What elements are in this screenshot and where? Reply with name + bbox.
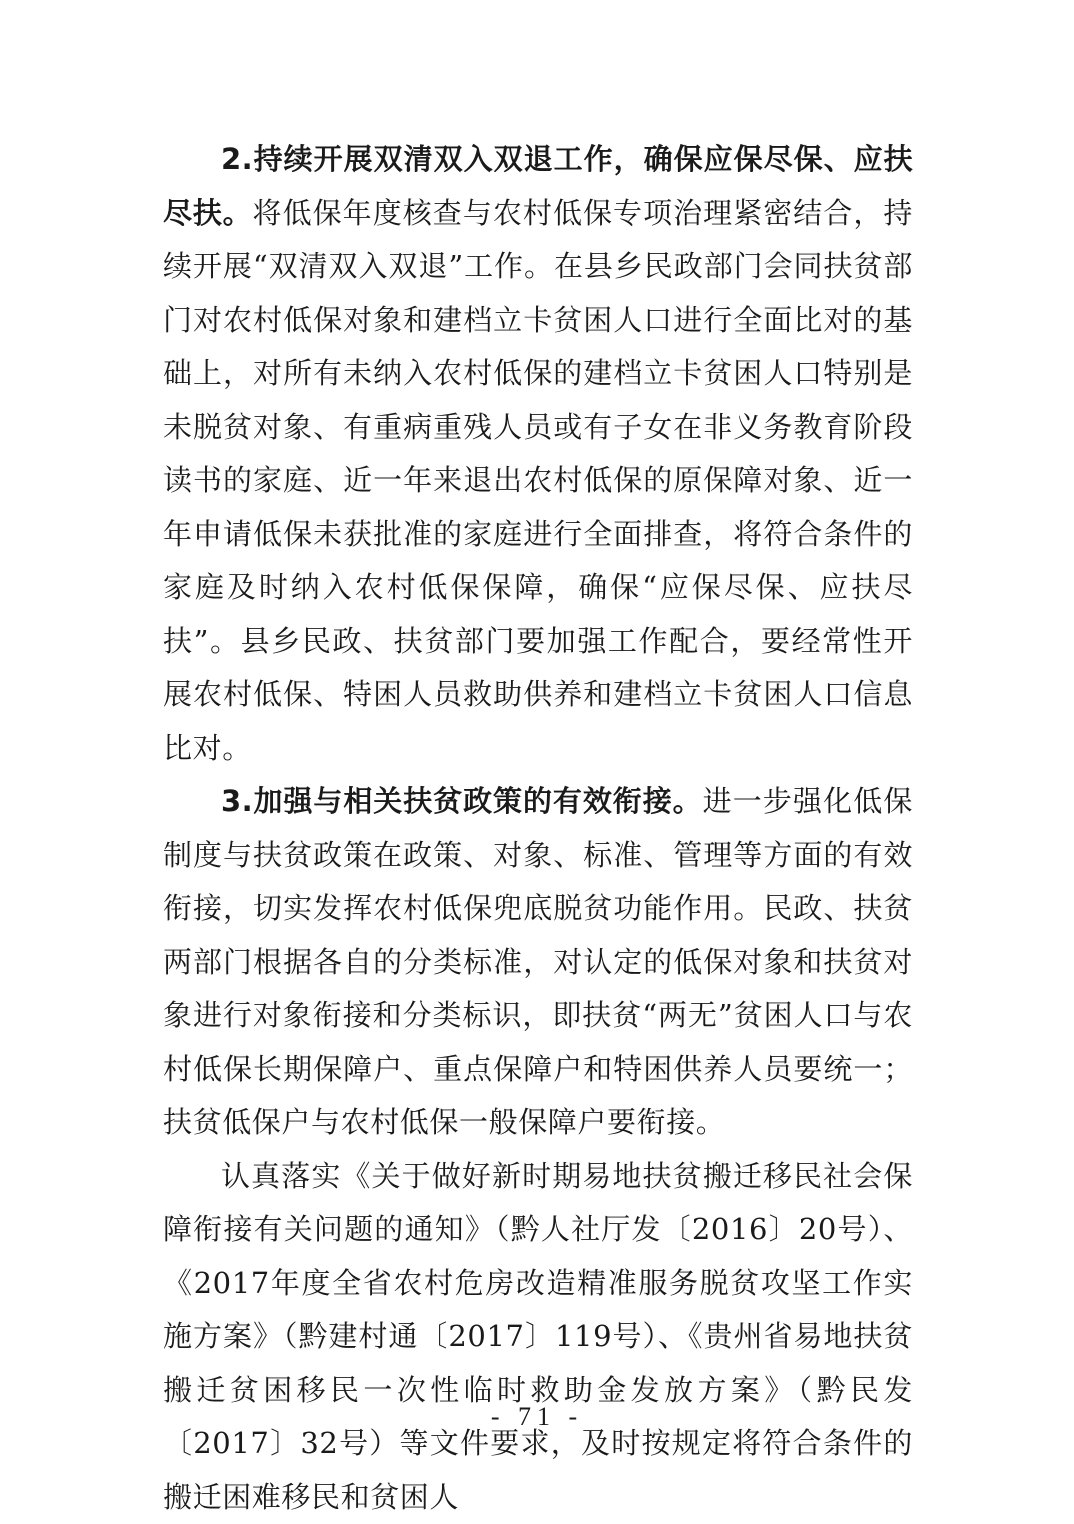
paragraph-body: 进一步强化低保制度与扶贫政策在政策、对象、标准、管理等方面的有效衔接，切实发挥农村低保兜底脱贫功能作用。民政、扶贫两部门根据各自的分类标准，对认定的低保对象和扶贫对象进行对象衔接和分类标识，即扶贫“两无”贫困人口与农村低保长期保障户、重点保障户和特困供养人员要统一；扶贫低保户与农村低保一般保障户要衔接。: [163, 784, 913, 1139]
section-heading-2: 2.持续开展双清双入双退工作，确保应保尽保、应扶尽扶。: [163, 142, 913, 230]
paragraph-4: [163, 1150, 913, 1524]
page-number: - 71 -: [0, 1402, 1074, 1432]
paragraph-2: [163, 133, 913, 775]
paragraph-3: [163, 775, 913, 1150]
paragraph-body: 认真落实《关于做好新时期易地扶贫搬迁移民社会保障衔接有关问题的通知》（黔人社厅发〔2016〕20号）、《2017年度全省农村危房改造精准服务脱贫攻坚工作实施方案》（黔建村通〔2017〕119号）、《贵州省易地扶贫搬迁贫困移民一次性临时救助金发放方案》（黔民发〔2017〕32号）等文件要求，及时按规定将符合条件的搬迁困难移民和贫困人: [163, 1159, 913, 1514]
body-text: [163, 133, 913, 1524]
section-heading-3: 3.加强与相关扶贫政策的有效衔接。: [221, 784, 703, 818]
paragraph-body: 将低保年度核查与农村低保专项治理紧密结合，持续开展“双清双入双退”工作。在县乡民政部门会同扶贫部门对农村低保对象和建档立卡贫困人口进行全面比对的基础上，对所有未纳入农村低保的建档立卡贫困人口特别是未脱贫对象、有重病重残人员或有子女在非义务教育阶段读书的家庭、近一年来退出农村低保的原保障对象、近一年申请低保未获批准的家庭进行全面排查，将符合条件的家庭及时纳入农村低保保障，确保“应保尽保、应扶尽扶”。县乡民政、扶贫部门要加强工作配合，要经常性开展农村低保、特困人员救助供养和建档立卡贫困人口信息比对。: [163, 196, 913, 765]
